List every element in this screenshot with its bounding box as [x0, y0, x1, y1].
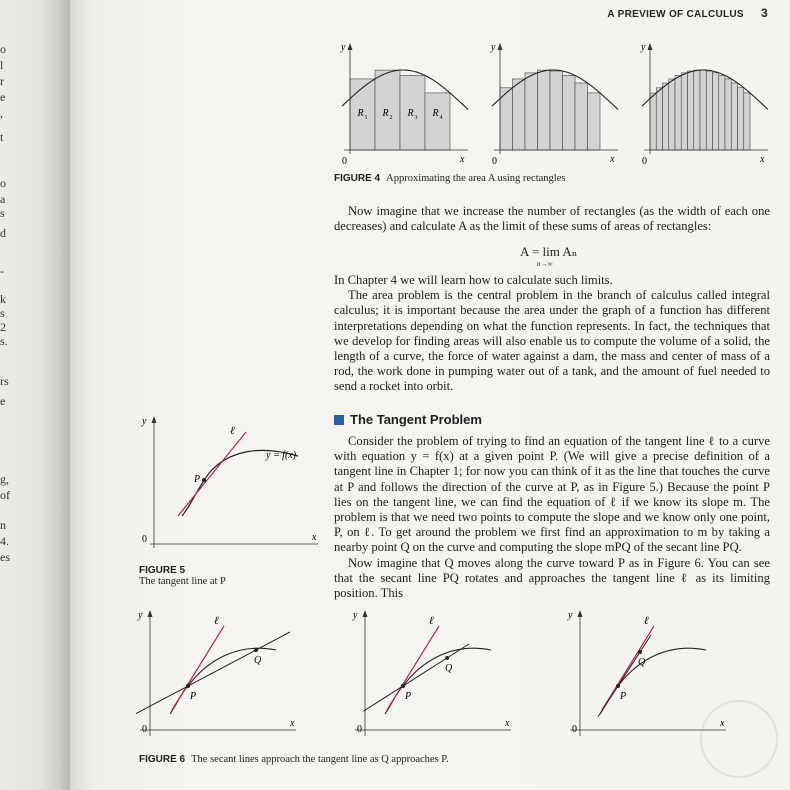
rectangle [700, 70, 706, 150]
x-label: x [610, 154, 615, 165]
y-axis-arrow-icon [152, 416, 157, 423]
x-label: x [505, 718, 510, 729]
y-label: y [491, 42, 496, 53]
rect-subscript: 2 [389, 115, 393, 121]
y-label: y [341, 42, 346, 53]
left-page-fragment: rs [0, 374, 9, 388]
rectangle [425, 93, 450, 150]
left-page-edge [0, 0, 70, 790]
left-page-fragment: n [0, 518, 6, 532]
limit-formula-text: A = lim Aₙ [520, 244, 578, 259]
y-label: y [568, 610, 573, 621]
left-page-fragment: 2 [0, 320, 6, 334]
rect-label: R [432, 108, 439, 119]
left-page-fragment: t [0, 130, 4, 144]
p-label: P [194, 474, 201, 485]
tangent-line [172, 626, 224, 710]
rect-subscript: 1 [364, 115, 368, 121]
rectangle [719, 75, 725, 150]
rectangle [738, 88, 744, 150]
ell-label: ℓ [214, 615, 219, 627]
page-number: 3 [761, 6, 768, 20]
rectangle [731, 83, 737, 150]
origin-label: 0 [142, 724, 147, 735]
limit-formula-subscript: n→∞ [537, 260, 553, 268]
rectangle [563, 75, 576, 150]
rectangle [650, 93, 656, 150]
secant-line [598, 635, 651, 717]
left-page-fragment: r [0, 74, 4, 88]
figure4-caption [334, 173, 565, 184]
p-label: P [620, 691, 627, 702]
rect-subscript: 4 [439, 115, 443, 121]
rect-subscript: 3 [414, 115, 418, 121]
curve [600, 648, 706, 714]
x-label: x [720, 718, 725, 729]
figure6-panel [352, 610, 511, 736]
left-page-fragment: l [0, 58, 4, 72]
paragraph-text-2: Now imagine that Q moves along the curve toward P as in Figure 6. You can see that the secant line PQ rotates and approaches the tangent line ℓ as its limiting position. This [334, 555, 770, 601]
x-label: x [760, 154, 765, 165]
figure4-caption-text: Approximating the area A using rectangles [386, 173, 566, 184]
y-label: y [142, 416, 147, 427]
ell-label: ℓ [644, 615, 649, 627]
y-axis-arrow-icon [648, 43, 653, 50]
figure6-panel [567, 610, 726, 736]
y-axis-arrow-icon [148, 610, 153, 617]
rectangle [588, 93, 601, 150]
left-page-fragment: of [0, 488, 10, 502]
point-p [401, 684, 405, 688]
section-heading [334, 412, 482, 427]
point-q [638, 650, 642, 654]
limit-formula [520, 244, 578, 268]
point-q [445, 656, 449, 660]
origin-label: 0 [572, 724, 577, 735]
secant-line [136, 632, 290, 718]
left-page-fragment: , [0, 106, 3, 120]
rect-label: R [382, 108, 389, 119]
figure5-label: FIGURE 5 [139, 565, 186, 576]
x-label: x [460, 154, 465, 165]
figure6-label: FIGURE 6 [139, 754, 186, 765]
rect-label: R [357, 108, 364, 119]
y-label: y [353, 610, 358, 621]
left-page-fragment: 4. [0, 534, 9, 548]
left-page-fragment: es [0, 550, 10, 564]
y-axis-arrow-icon [578, 610, 583, 617]
rectangle [713, 73, 719, 150]
figure5-graph [138, 412, 328, 552]
q-label: Q [445, 663, 453, 674]
q-label: Q [254, 655, 262, 666]
figure4-graphs [330, 40, 780, 165]
paragraph-text: In Chapter 4 we will learn how to calculate such limits. [334, 273, 613, 287]
left-page-fragment: e [0, 90, 6, 104]
paragraph-text: Consider the problem of trying to find an equation of the tangent line ℓ to a curve with equation y = f(x) at a given point P. (We will give a precise definition of a tangent line in Chapter 1; for now you can think of it as the line that touches the curve at P and follows the direction of the curve at P, as in Figure 5.) Because the point P lies on the tangent line, we can find the equation of ℓ if we know its slope m. The problem is that we need two points to compute the slope and we know only one point, P, on ℓ. To get around the problem we first find an approximation to m by taking a nearby point Q on the curve and computing the slope mPQ of the secant line PQ. [334, 434, 770, 555]
figure6-panel [136, 610, 296, 736]
watermark-stamp [700, 700, 778, 778]
origin-label: 0 [342, 156, 347, 165]
section-marker-icon [334, 415, 344, 425]
x-label: x [312, 532, 317, 543]
figure6-caption [139, 754, 449, 765]
rectangle [694, 70, 700, 150]
running-head-title: A PREVIEW OF CALCULUS [607, 9, 744, 20]
paragraph-chapter4 [334, 273, 770, 395]
y-axis-arrow-icon [348, 43, 353, 50]
y-label: y [138, 610, 143, 621]
left-page-fragment: e [0, 394, 6, 408]
point-p [186, 684, 190, 688]
rectangle [675, 75, 681, 150]
tangent-line [178, 432, 246, 516]
rectangle [575, 83, 588, 150]
left-page-fragment: o [0, 176, 6, 190]
figure5-caption-text: The tangent line at P [139, 576, 226, 587]
ell-label: ℓ [429, 615, 434, 627]
point-p [202, 478, 206, 482]
figure4-label: FIGURE 4 [334, 173, 381, 184]
left-page-fragment: s [0, 306, 5, 320]
y-axis-arrow-icon [363, 610, 368, 617]
figure4-panel [340, 42, 468, 165]
rectangle [538, 70, 551, 150]
figure5-caption [139, 565, 226, 587]
left-page-fragment: - [0, 264, 4, 278]
origin-label: 0 [357, 724, 362, 735]
rectangle [513, 79, 526, 150]
rectangle [744, 93, 750, 150]
paragraph-text: Now imagine that we increase the number of rectangles (as the width of each one decreases) and calculate A as the limit of these sums of areas of rectangles: [334, 204, 770, 234]
point-q [254, 648, 258, 652]
figure4-panel [490, 42, 618, 165]
figure6-caption-text: The secant lines approach the tangent line as Q approaches P. [191, 754, 449, 765]
rectangle [725, 79, 731, 150]
left-page-fragment: o [0, 42, 6, 56]
paragraph-area-limit [334, 204, 770, 234]
figure6-graphs [136, 606, 776, 746]
p-label: P [190, 691, 197, 702]
rectangle [706, 71, 712, 150]
origin-label: 0 [142, 534, 147, 545]
section-title: The Tangent Problem [350, 412, 482, 427]
rectangle [663, 83, 669, 150]
paragraph-tangent-problem [334, 434, 770, 601]
p-label: P [405, 691, 412, 702]
ell-label: ℓ [230, 425, 235, 437]
running-head [607, 6, 768, 20]
rectangle [669, 79, 675, 150]
y-label: y [641, 42, 646, 53]
tangent-line [602, 626, 654, 710]
q-label: Q [638, 657, 646, 668]
paragraph-integral-calculus: The area problem is the central problem in the branch of calculus called integral calculus; it is important because the area under the graph of a function has different interpretations depending on what the function represents. In fact, the techniques that we develop for finding areas will also enable us to compute the volume of a solid, the length of a curve, the force of water against a dam, the mass and center of mass of a rod, the work done in pumping water out of a tank, and the amount of fuel needed to send a rocket into orbit. [334, 288, 770, 394]
figure4-panel [640, 42, 768, 165]
left-page-fragment: s [0, 206, 5, 220]
left-page-fragment: k [0, 292, 6, 306]
rectangle [550, 71, 563, 150]
origin-label: 0 [642, 156, 647, 165]
curve [385, 648, 491, 714]
left-page-fragment: s. [0, 334, 8, 348]
point-p [616, 684, 620, 688]
left-page-fragment: g, [0, 472, 9, 486]
left-page-fragment: d [0, 226, 6, 240]
left-page-fragment: a [0, 192, 6, 206]
y-axis-arrow-icon [498, 43, 503, 50]
secant-line [363, 644, 469, 711]
curve-label: y = f(x) [266, 450, 297, 461]
rectangle [656, 88, 662, 150]
rectangle [688, 71, 694, 150]
rectangle [681, 73, 687, 150]
origin-label: 0 [492, 156, 497, 165]
rect-label: R [407, 108, 414, 119]
x-label: x [290, 718, 295, 729]
rectangle [525, 73, 538, 150]
